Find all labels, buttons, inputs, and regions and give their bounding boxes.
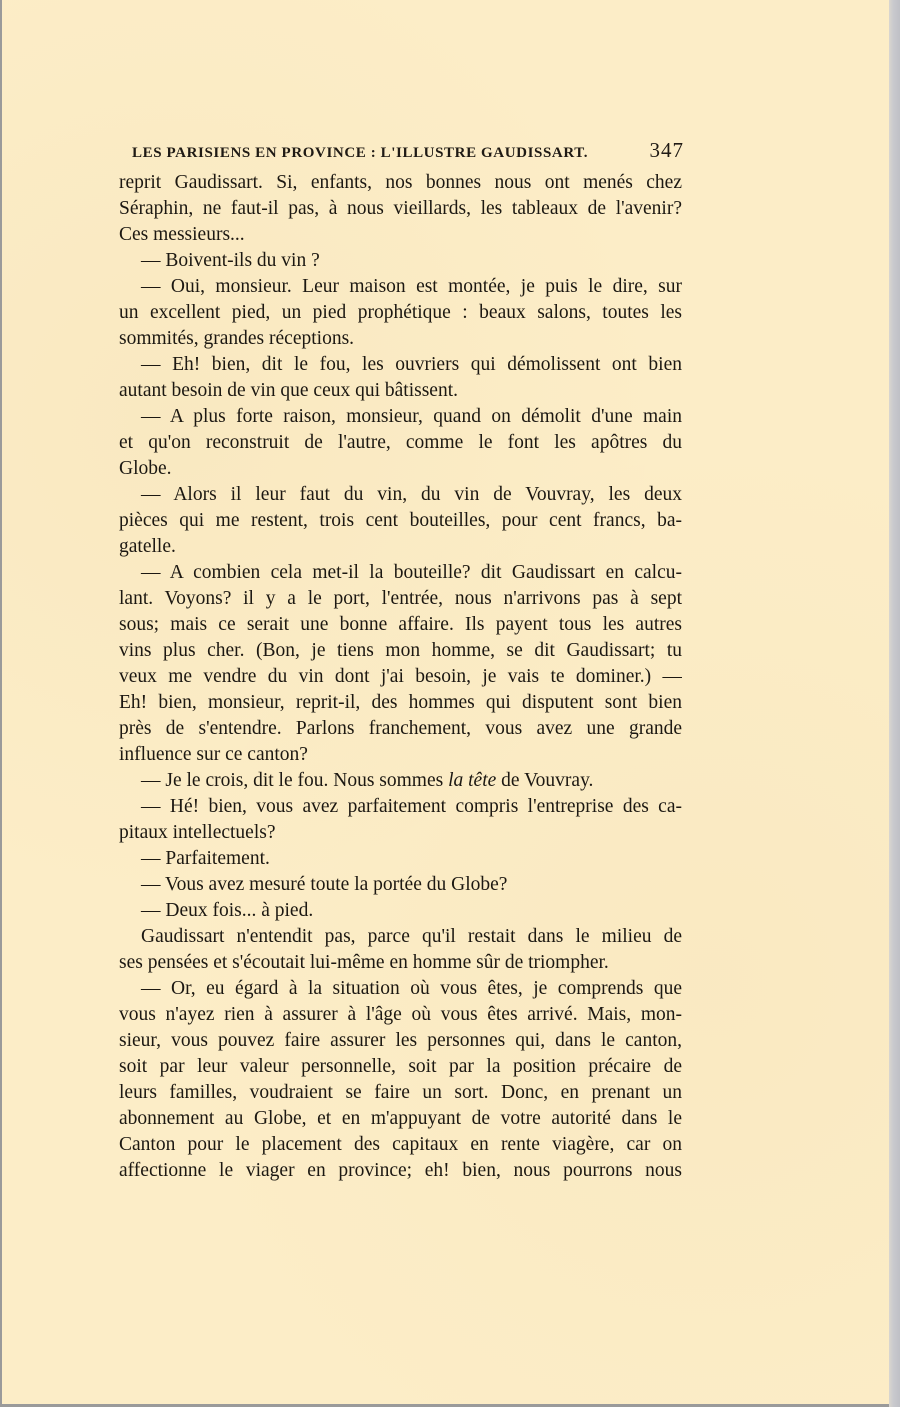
text-line: — Hé! bien, vous avez parfaitement compris l'entreprise des ca- [141,796,682,817]
text-line: pitaux intellectuels? [119,822,276,843]
text-segment: — Je le crois, dit le fou. Nous sommes [141,770,449,791]
text-line: influence sur ce canton? [119,744,308,765]
text-line: affectionne le viager en province; eh! bien, nous pourrons nous [119,1160,682,1181]
text-line: — Vous avez mesuré toute la portée du Globe? [141,874,508,895]
text-line: lant. Voyons? il y a le port, l'entrée, nous n'arrivons pas à sept [119,588,682,609]
text-line: leurs familles, voudraient se faire un sort. Donc, en prenant un [119,1082,682,1103]
text-line: vins plus cher. (Bon, je tiens mon homme, se dit Gaudissart; tu [119,640,682,661]
text-line: Séraphin, ne faut-il pas, à nous vieillards, les tableaux de l'avenir? [119,198,682,219]
running-head [132,138,684,163]
text-line: Globe. [119,458,172,479]
text-line: reprit Gaudissart. Si, enfants, nos bonnes nous ont menés chez [119,172,682,193]
text-line: un excellent pied, un pied prophétique : beaux salons, toutes les [119,302,682,323]
text-line: — Parfaitement. [141,848,270,869]
book-page [2,0,889,1404]
text-line: — Alors il leur faut du vin, du vin de Vouvray, les deux [141,484,682,505]
text-line: Canton pour le placement des capitaux en rente viagère, car on [119,1134,682,1155]
text-line: sieur, vous pouvez faire assurer les personnes qui, dans le canton, [119,1030,682,1051]
page-number: 347 [649,138,684,162]
text-line: Ces messieurs... [119,224,245,245]
text-line: près de s'entendre. Parlons franchement, vous avez une grande [119,718,682,739]
text-segment: de Vouvray. [496,770,594,791]
text-line: autant besoin de vin que ceux qui bâtissent. [119,380,459,401]
text-line: abonnement au Globe, et en m'appuyant de votre autorité dans le [119,1108,682,1129]
text-line: soit par leur valeur personnelle, soit par la position précaire de [119,1056,682,1077]
text-line: — A plus forte raison, monsieur, quand on démolit d'une main [141,406,682,427]
running-head-title: LES PARISIENS EN PROVINCE : L'ILLUSTRE GAUDISSART. [132,145,589,161]
text-line: Gaudissart n'entendit pas, parce qu'il restait dans le milieu de [141,926,682,947]
text-line: — Boivent-ils du vin ? [141,250,320,271]
page-edge [889,0,900,1407]
text-line: — Or, eu égard à la situation où vous êtes, je comprends que [141,978,682,999]
text-line: — Eh! bien, dit le fou, les ouvriers qui démolissent ont bien [141,354,682,375]
text-line: et qu'on reconstruit de l'autre, comme le font les apôtres du [119,432,682,453]
text-line: veux me vendre du vin dont j'ai besoin, je vais te dominer.) — [119,666,682,687]
italic-emphasis: la tête [448,770,497,791]
text-line: sous; mais ce serait une bonne affaire. Ils payent tous les autres [119,614,682,635]
text-line [119,768,682,794]
text-line: Eh! bien, monsieur, reprit-il, des hommes qui disputent sont bien [119,692,682,713]
body-text [119,170,682,1184]
text-line: pièces qui me restent, trois cent bouteilles, pour cent francs, ba- [119,510,682,531]
text-line: — Oui, monsieur. Leur maison est montée, je puis le dire, sur [141,276,682,297]
text-line: sommités, grandes réceptions. [119,328,355,349]
text-line: ses pensées et s'écoutait lui-même en homme sûr de triompher. [119,952,609,973]
text-line: — A combien cela met-il la bouteille? dit Gaudissart en calcu- [141,562,682,583]
text-line: vous n'ayez rien à assurer à l'âge où vous êtes arrivé. Mais, mon- [119,1004,682,1025]
text-line: gatelle. [119,536,176,557]
text-line: — Deux fois... à pied. [141,900,314,921]
